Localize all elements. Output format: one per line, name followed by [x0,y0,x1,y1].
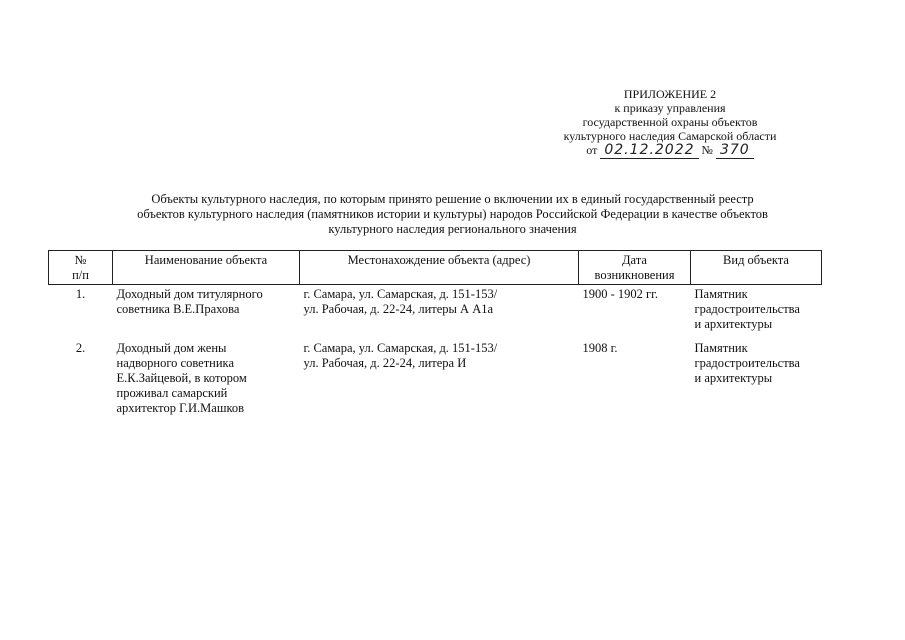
appendix-line: государственной охраны объектов [582,115,758,129]
heritage-objects-table [48,250,822,423]
row-number: 2. [75,341,86,355]
header-name: Наименование объекта [113,251,300,285]
row-number: 1. [75,287,86,301]
appendix-line: культурного наследия Самарской области [563,129,777,143]
appendix-title: ПРИЛОЖЕНИЕ 2 [623,87,717,101]
title-line: Объекты культурного наследия, по которым принято решение о включении их в единый государственный реестр [151,192,754,206]
object-name: Доходный дом титулярного советника В.Е.Прахова [116,287,263,316]
order-date: 02.12.2022 [600,142,698,159]
number-prefix: № [701,143,713,157]
header-number: № п/п [49,251,113,285]
appendix-line: к приказу управления [614,101,726,115]
object-type: Памятник градостроительства и архитектуры [694,341,800,385]
table-row [49,339,822,423]
object-date: 1900 - 1902 гг. [582,287,659,301]
table-row [49,285,822,340]
document-title [60,192,845,237]
object-type: Памятник градостроительства и архитектуры [694,287,800,331]
object-date: 1908 г. [582,341,618,355]
object-address: г. Самара, ул. Самарская, д. 151-153/ ул. Рабочая, д. 22-24, литеры А А1а [303,287,498,316]
title-line: объектов культурного наследия (памятников истории и культуры) народов Российской Федерации в качестве объектов [137,207,768,221]
appendix-header [520,87,820,157]
header-type: Вид объекта [691,251,822,285]
title-line: культурного наследия регионального значения [328,222,577,236]
date-prefix: от [586,143,598,157]
header-address: Местонахождение объекта (адрес) [300,251,579,285]
order-number: 370 [716,142,754,159]
object-name: Доходный дом жены надворного советника Е.К.Зайцевой, в котором проживал самарский архитектор Г.И.Машков [116,341,247,415]
table-header-row [49,251,822,285]
object-address: г. Самара, ул. Самарская, д. 151-153/ ул. Рабочая, д. 22-24, литера И [303,341,498,370]
order-date-line [586,143,753,157]
header-date: Дата возникновения [579,251,691,285]
